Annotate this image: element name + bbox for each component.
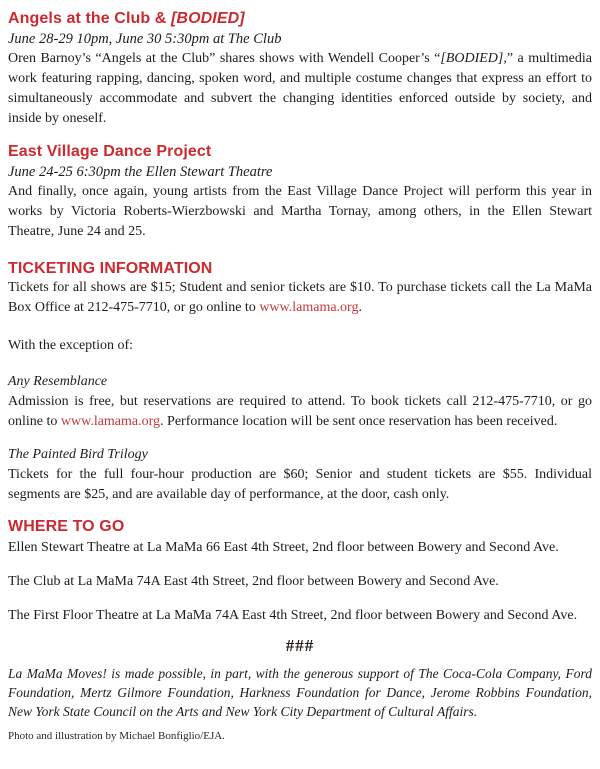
end-mark: ### bbox=[285, 636, 315, 655]
photo-credit: Photo and illustration by Michael Bonfiglio/EJA. bbox=[8, 730, 225, 742]
lamama-url-link-2[interactable]: www.lamama.org bbox=[60, 414, 161, 429]
section-title-ticketing: TICKETING INFORMATION bbox=[8, 260, 213, 277]
page-footer bbox=[8, 636, 592, 743]
ticketing-details-part1: Tickets for all shows are $15; Student and senior tickets are $10. To purchase tickets call the La MaMa Box Office at 212-475-7710, or go online to bbox=[8, 280, 592, 315]
description-angels-part2: ” a multimedia work featuring rapping, dancing, spoken word, and multiple costume changes that express an effort to simultaneously accommodate and subvert the changing identities enforced outside by society, and inside by oneself. bbox=[8, 51, 592, 126]
ticketing-details-part2: . bbox=[358, 300, 362, 315]
location-ellen-stewart: Ellen Stewart Theatre at La MaMa 66 East 4th Street, 2nd floor between Bowery and Second Ave. bbox=[8, 540, 559, 555]
description-angels bbox=[8, 49, 592, 129]
section-title-angels-bodied: [BODIED] bbox=[171, 10, 245, 27]
section-title-where-to-go: WHERE TO GO bbox=[8, 518, 125, 535]
section-where-to-go bbox=[8, 518, 592, 626]
ticketing-details bbox=[8, 278, 592, 318]
section-title-angels bbox=[8, 10, 592, 28]
subsection-any-resemblance bbox=[8, 372, 592, 432]
section-title-east-village: East Village Dance Project bbox=[8, 143, 212, 160]
any-resemblance-part1: Admission is free, but reservations are required to attend. To book tickets call 212-475-7710, or go online to bbox=[8, 394, 592, 429]
funders-acknowledgment: La MaMa Moves! is made possible, in part, with the generous support of The Coca-Cola Company, Ford Foundation, Mertz Gilmore Foundation, Harkness Foundation for Dance, Jerome Robbins Foundation, New York State Council on the Arts and New York City Department of Cultural Affairs. bbox=[8, 666, 592, 719]
section-ticketing bbox=[8, 260, 592, 505]
show-title-painted-bird: The Painted Bird Trilogy bbox=[8, 447, 148, 462]
description-angels-part1: Oren Barnoy’s “Angels at the Club” shares shows with Wendell Cooper’s “ bbox=[8, 51, 441, 66]
show-dates-east-village: June 24-25 6:30pm the Ellen Stewart Theatre bbox=[8, 164, 273, 180]
section-angels-at-the-club bbox=[8, 10, 592, 129]
show-dates-angels: June 28-29 10pm, June 30 5:30pm at The Club bbox=[8, 31, 282, 47]
show-title-any-resemblance: Any Resemblance bbox=[8, 374, 108, 389]
any-resemblance-details bbox=[8, 392, 592, 432]
subsection-painted-bird bbox=[8, 445, 592, 505]
description-east-village: And finally, once again, young artists from the East Village Dance Project will perform this year in works by Victoria Roberts-Wierzbowski and Martha Tornay, among others, in the Ellen Stewart Theatre, June 24 and 25. bbox=[8, 184, 592, 239]
exception-intro: With the exception of: bbox=[8, 338, 134, 353]
section-east-village bbox=[8, 143, 592, 242]
lamama-url-link[interactable]: www.lamama.org bbox=[259, 300, 359, 315]
description-angels-bodied: [BODIED], bbox=[440, 51, 507, 66]
painted-bird-details: Tickets for the full four-hour production are $60; Senior and student tickets are $55. Individual segments are $25, and are available day of performance, at the door, cash only. bbox=[8, 467, 592, 502]
any-resemblance-part2: . Performance location will be sent once reservation has been received. bbox=[160, 414, 558, 429]
location-first-floor: The First Floor Theatre at La MaMa 74A East 4th Street, 2nd floor between Bowery and Second Ave. bbox=[8, 608, 578, 623]
location-the-club: The Club at La MaMa 74A East 4th Street, 2nd floor between Bowery and Second Ave. bbox=[8, 574, 499, 589]
section-title-angels-main: Angels at the Club & bbox=[8, 10, 171, 27]
